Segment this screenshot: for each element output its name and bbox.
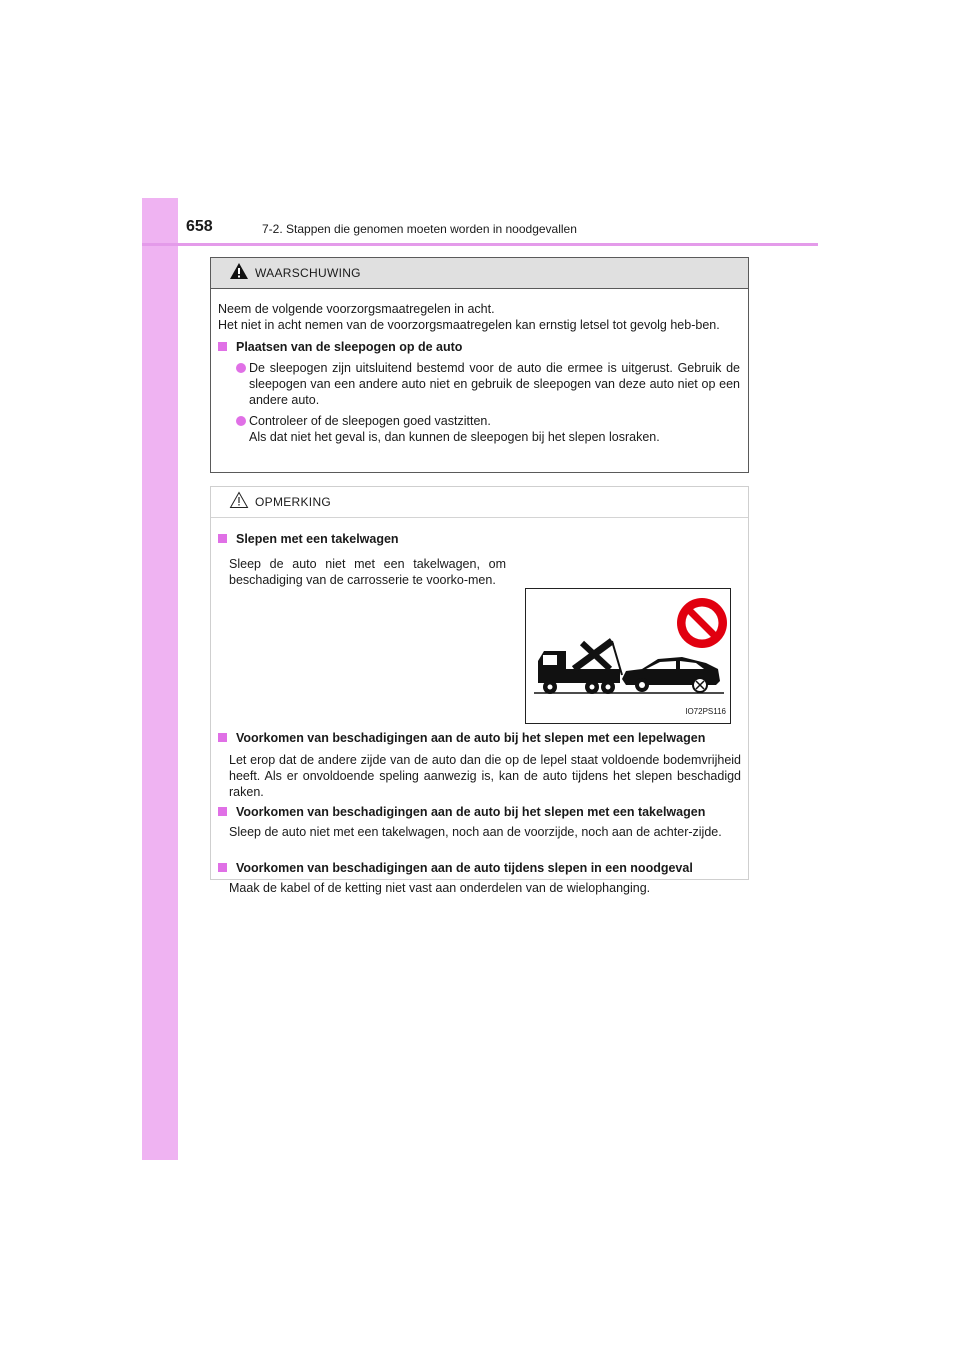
warning-box [210,257,749,473]
notice-heading-2 [218,730,705,746]
square-bullet-icon [218,342,227,351]
notice-box [210,486,749,895]
square-bullet-icon [218,534,227,543]
notice-text-1: Sleep de auto niet met een takelwagen, om beschadiging van de carrosserie te voorko-men. [229,557,506,587]
notice-heading-3 [218,804,705,820]
notice-text-3: Sleep de auto niet met een takelwagen, noch aan de voorzijde, noch aan de achter-zijde. [229,825,722,839]
notice-heading-1-text: Slepen met een takelwagen [236,532,399,546]
warning-bullet-1-text: De sleepogen zijn uitsluitend bestemd voor de auto die ermee is uitgerust. Gebruik de sleepogen van een andere auto niet en gebruik de sleepogen van deze auto niet op een andere auto. [249,361,740,407]
warning-heading [218,339,740,355]
warning-bullet-2b-text: Als dat niet het geval is, dan kunnen de sleepogen bij het slepen losraken. [249,430,660,444]
notice-heading-4 [218,860,693,876]
notice-heading-1 [218,531,399,547]
square-bullet-icon [218,733,227,742]
warning-bullet-2 [218,413,740,445]
notice-label: OPMERKING [255,495,332,509]
notice-heading-2-text: Voorkomen van beschadigingen aan de auto bij het slepen met een lepelwagen [236,731,706,745]
tow-truck-prohibited-icon [526,589,730,723]
round-bullet-icon [236,363,246,373]
header-divider [142,243,818,246]
warning-intro-2: Het niet in acht nemen van de voorzorgsmaatregelen kan ernstig letsel tot gevolg heb-ben. [218,318,720,332]
warning-label: WAARSCHUWING [255,266,361,280]
warning-body [211,289,748,455]
section-title: 7-2. Stappen die genomen moeten worden in noodgevallen [262,222,577,236]
notice-text-2: Let erop dat de andere zijde van de auto dan die op de lepel staat voldoende bodemvrijheid heeft. Als er onvoldoende speling aanwezig is, kan de auto tijdens het slepen beschadigd raken. [229,753,741,799]
square-bullet-icon [218,863,227,872]
tow-truck-figure [525,588,731,724]
side-tab [142,198,178,1160]
warning-header [211,258,748,289]
page-number: 658 [186,218,213,235]
warning-heading-text: Plaatsen van de sleepogen op de auto [236,340,463,354]
square-bullet-icon [218,807,227,816]
notice-header [211,487,748,518]
caution-triangle-icon [229,491,249,509]
notice-text-4: Maak de kabel of de ketting niet vast aan onderdelen van de wielophanging. [229,881,651,895]
round-bullet-icon [236,416,246,426]
notice-heading-3-text: Voorkomen van beschadigingen aan de auto bij het slepen met een takelwagen [236,805,706,819]
figure-code: IO72PS116 [685,707,726,716]
notice-heading-4-text: Voorkomen van beschadigingen aan de auto tijdens slepen in een noodgeval [236,861,693,875]
warning-bullet-2-text: Controleer of de sleepogen goed vastzitten. [249,414,491,428]
warning-bullet-1 [218,360,740,408]
warning-intro-1: Neem de volgende voorzorgsmaatregelen in acht. [218,302,495,316]
warning-triangle-icon [229,262,249,280]
